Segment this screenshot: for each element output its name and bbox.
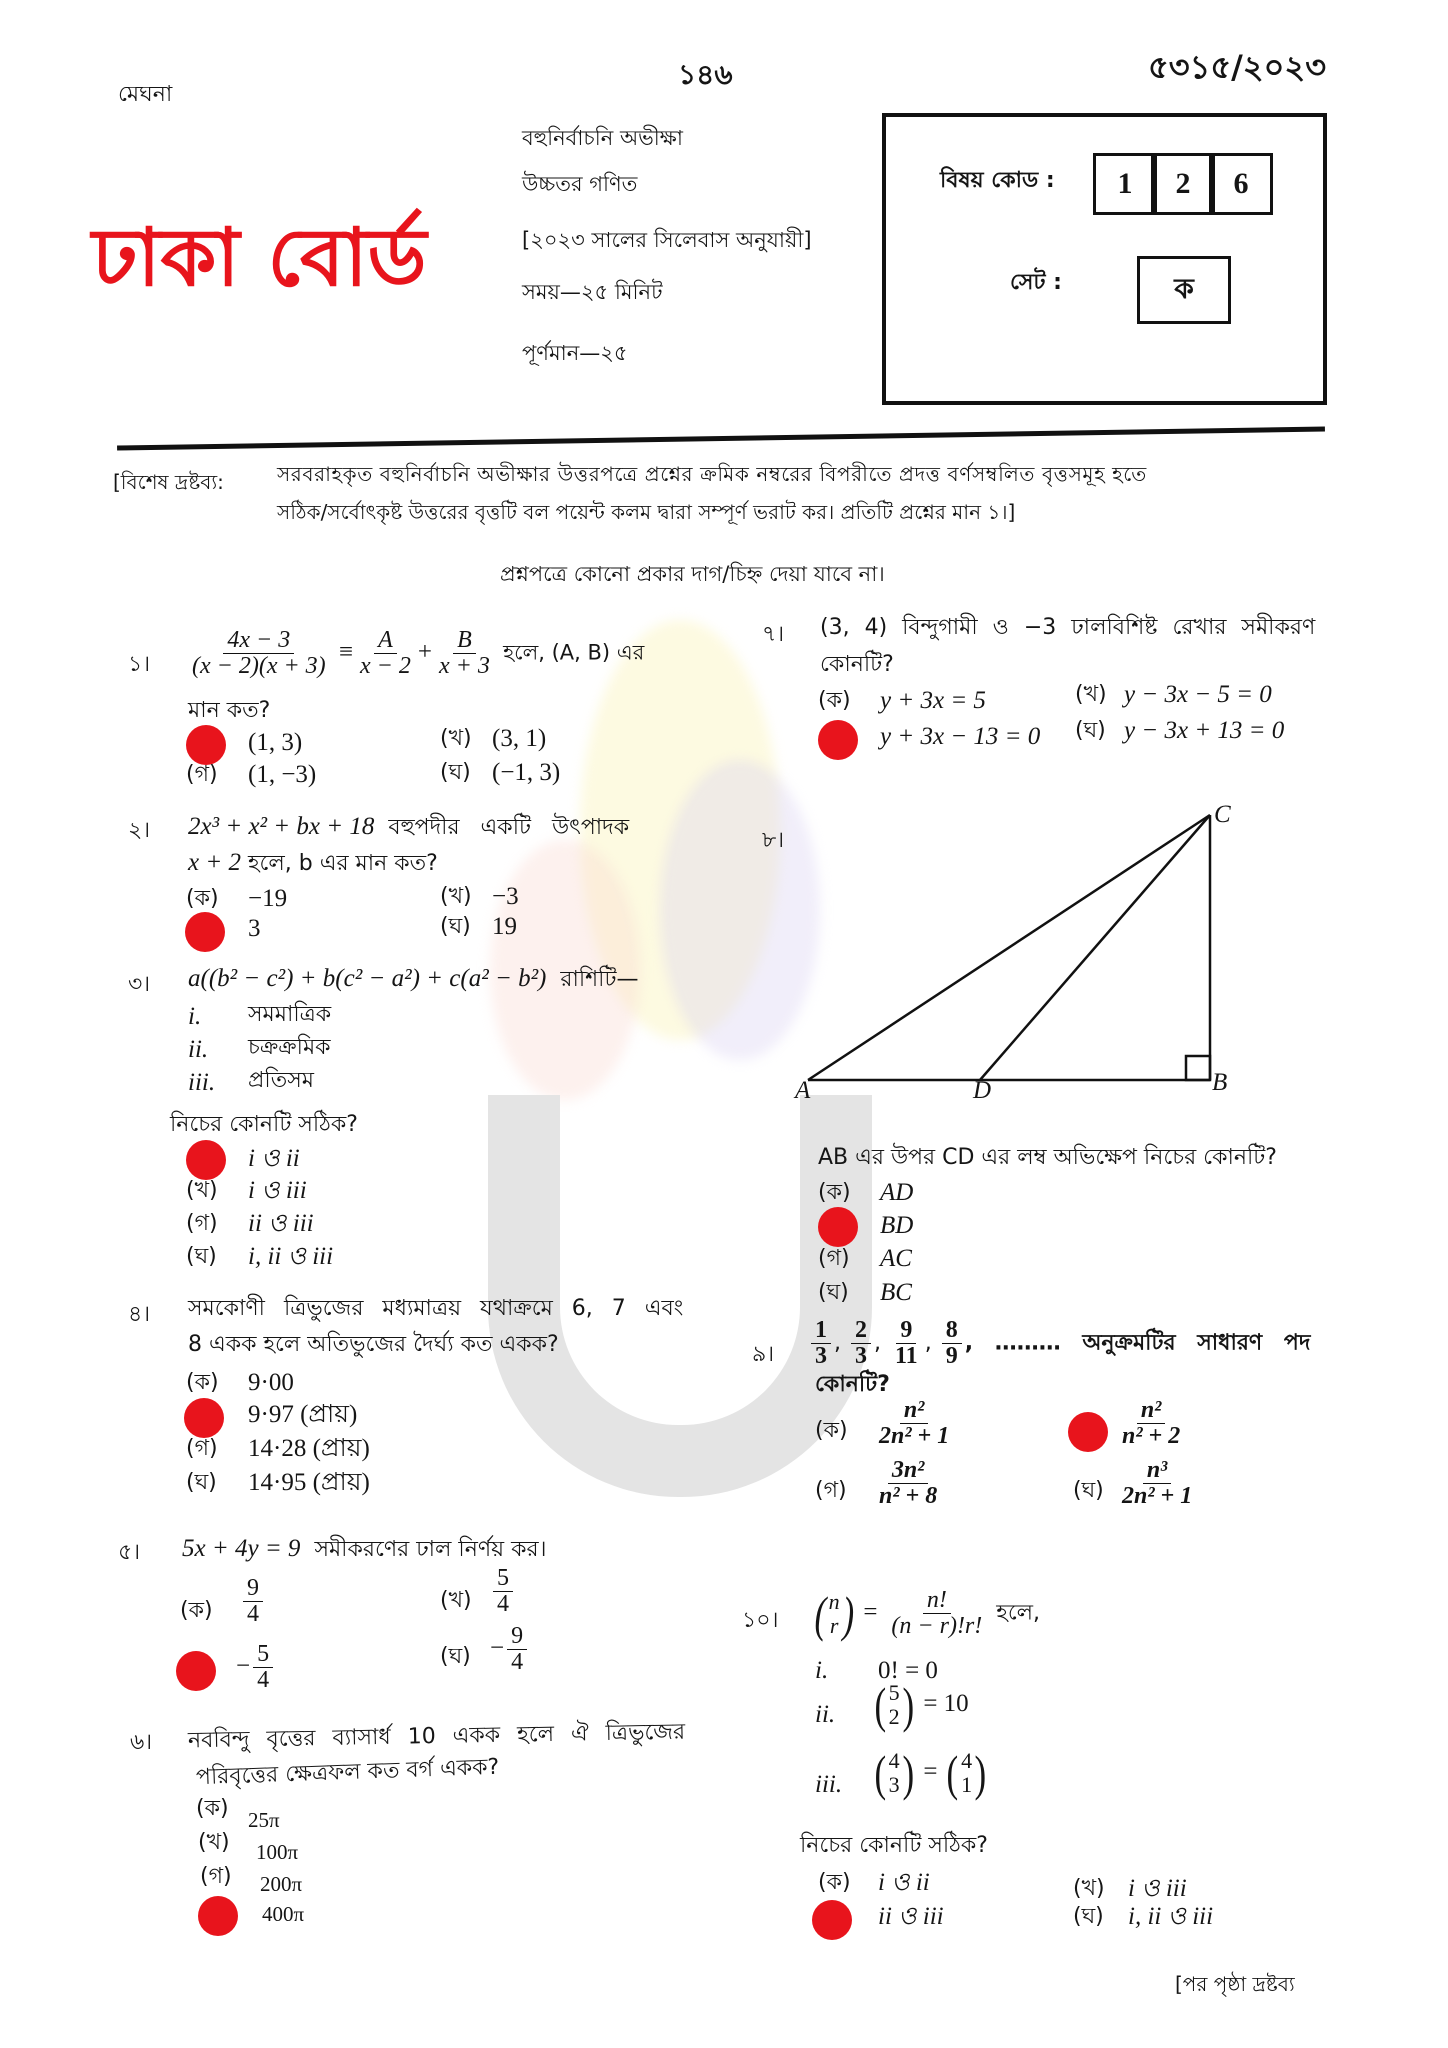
question-9-stem: $\frac{1}{3}$ , $\frac{2}{3}$ , $\frac{9}{11}$ , $\frac{8}{9}$ , ……… অনুক্রমটির সাধারণ পদ [808, 1318, 1310, 1369]
option-text: (−1, 3) [492, 759, 561, 786]
question-5-stem: 5x + 4y = 9 সমীকরণের ঢাল নির্ণয় কর। [182, 1535, 547, 1562]
option-text: y + 3x = 5 [880, 687, 986, 714]
statement-text: 0! = 0 [878, 1657, 938, 1684]
option-text: 14·28 (প্রায়) [248, 1435, 370, 1462]
option-text: i ও ii [248, 1145, 300, 1172]
statement-number: ii. [815, 1701, 836, 1728]
option-text: 9·00 [248, 1369, 294, 1396]
set-label: সেট : [1010, 270, 1062, 295]
option-text: ii ও iii [248, 1210, 314, 1237]
question-number: ৭। [762, 622, 785, 647]
answer-mark [186, 725, 226, 765]
question-number: ৪। [128, 1302, 151, 1327]
option-label: (ক) [186, 1370, 219, 1395]
full-marks: পূর্ণমান—২৫ [522, 341, 628, 365]
option-label: (ক) [186, 886, 219, 911]
option-label: (ক) [818, 688, 851, 713]
question-6-line1: নববিন্দু বৃত্তের ব্যাসার্ধ 10 একক হলে ঐ ত্রিভুজের [187, 1719, 686, 1754]
option-text: AC [880, 1245, 912, 1272]
option-text: (3, 1) [492, 725, 547, 752]
header-left-name: মেঘনা [118, 82, 173, 107]
question-number: ২। [128, 818, 151, 843]
option-text: (1, 3) [248, 729, 303, 756]
answer-mark [1068, 1412, 1108, 1452]
answer-mark [198, 1896, 238, 1936]
vertex-label: A [795, 1077, 811, 1104]
note-line-2: সঠিক/সর্বোৎকৃষ্ট উত্তরের বৃত্তটি বল পয়েন্ট কলম দ্বারা সম্পূর্ণ ভরাট কর। প্রতিটি প্রশ্নের মান ১।] [277, 500, 1016, 524]
question-prompt: নিচের কোনটি সঠিক? [800, 1833, 988, 1858]
option-text: 19 [492, 913, 517, 940]
subject-code-label: বিষয় কোড : [940, 168, 1055, 193]
statement-text: চক্রক্রমিক [248, 1035, 331, 1060]
question-number: ৯। [752, 1342, 775, 1367]
page-number: ১৪৬ [678, 58, 733, 91]
warning-text: প্রশ্নপত্রে কোনো প্রকার দাগ/চিহ্ন দেয়া যাবে না। [500, 562, 885, 586]
option-label: (খ) [1075, 682, 1107, 707]
statement-number: i. [815, 1657, 829, 1684]
option-fraction: − $\frac{9}{4}$ [490, 1624, 530, 1675]
note-label: [বিশেষ দ্রষ্টব্য: [113, 470, 224, 494]
fraction: $\frac{A}{x - 2}$ [360, 627, 411, 680]
option-label: (ক) [196, 1796, 229, 1821]
option-label: (ক) [818, 1870, 851, 1895]
statement-text: ( 5 2 ) = 10 [874, 1677, 969, 1733]
option-text: i, ii ও iii [1128, 1903, 1214, 1930]
right-angle-marker [1186, 1056, 1210, 1080]
question-number: ১। [128, 652, 151, 677]
option-text: y − 3x − 5 = 0 [1124, 681, 1272, 708]
statement-text: সমমাত্রিক [248, 1002, 332, 1027]
option-text: 400π [262, 1902, 305, 1926]
option-text: 25π [248, 1808, 280, 1832]
exam-time: সময়—২৫ মিনিট [522, 280, 663, 304]
question-1-stem: $\frac{4x - 3}{(x - 2)(x + 3)}$ ≡ $\frac{A}{x - 2}$ + $\frac{B}{x + 3}$ হলে, (A, B) এর [185, 628, 644, 679]
answer-mark [186, 1140, 226, 1180]
answer-mark [818, 720, 858, 760]
subject-code-digit: 1 [1093, 153, 1157, 215]
option-label: (ঘ) [818, 1280, 849, 1305]
option-label: (গ) [815, 1478, 847, 1503]
subject-name: উচ্চতর গণিত [522, 172, 638, 196]
question-prompt: নিচের কোনটি সঠিক? [170, 1112, 358, 1137]
question-number: ৬। [130, 1730, 153, 1755]
option-text: 200π [260, 1872, 303, 1896]
option-label: (ঘ) [440, 1644, 471, 1669]
question-2-line1: 2x³ + x² + bx + 18 বহুপদীর একটি উৎপাদক [188, 813, 630, 840]
question-4-line1: সমকোণী ত্রিভুজের মধ্যমাত্রয় যথাক্রমে 6, 7 এবং [188, 1296, 684, 1321]
option-fraction: $\frac{\text{n³}}{\text{2n² + 1}}$ [1122, 1457, 1193, 1510]
option-text: (1, −3) [248, 761, 317, 788]
board-title: ঢাকা বোর্ড [92, 211, 427, 304]
statement-text: ( 4 3 ) = ( 4 1 ) [874, 1745, 987, 1801]
option-text: BD [880, 1212, 914, 1239]
option-label: (ক) [818, 1180, 851, 1205]
option-label: (ঘ) [440, 760, 471, 785]
answer-mark [185, 912, 225, 952]
option-text: y + 3x − 13 = 0 [880, 723, 1041, 750]
statement-text: প্রতিসম [248, 1068, 314, 1093]
triangle-diagram [790, 800, 1240, 1100]
option-fraction: $\frac{\text{3n²}}{\text{n² + 8}}$ [879, 1457, 938, 1510]
option-label: (খ) [1073, 1876, 1105, 1901]
fraction: $\frac{B}{x + 3}$ [439, 627, 490, 680]
exam-code: ৫৩১৫/২০২৩ [1148, 48, 1327, 86]
option-label: (ক) [180, 1598, 213, 1623]
segment-cd [980, 815, 1210, 1080]
subject-code-digit: 6 [1209, 153, 1273, 215]
option-label: (ক) [815, 1418, 848, 1443]
vertex-label: B [1212, 1069, 1228, 1096]
option-label: (গ) [186, 762, 218, 787]
question-10-stem: ( n r ) = $\frac{n!}{(n - r)!r!}$ হলে, [812, 1588, 1040, 1639]
binomial: ( n r ) [814, 1585, 854, 1642]
option-text: BC [880, 1279, 912, 1306]
option-fraction: $\frac{\text{n²}}{\text{2n² + 1}}$ [879, 1397, 950, 1450]
vertex-label: C [1214, 801, 1231, 828]
option-label: (খ) [198, 1830, 230, 1855]
option-label: (ঘ) [440, 914, 471, 939]
option-text: −3 [492, 883, 519, 910]
syllabus-note: [২০২৩ সালের সিলেবাস অনুযায়ী] [522, 228, 812, 252]
option-fraction: $\frac{\text{n²}}{\text{n² + 2}}$ [1122, 1397, 1181, 1450]
question-7-line2: কোনটি? [820, 652, 894, 677]
option-text: 3 [248, 915, 261, 942]
option-text: i ও iii [1128, 1875, 1187, 1902]
option-label: (গ) [186, 1436, 218, 1461]
option-label: (খ) [440, 884, 472, 909]
vertex-label: D [973, 1077, 992, 1104]
option-label: (গ) [186, 1211, 218, 1236]
option-text: ii ও iii [878, 1903, 944, 1930]
option-label: (খ) [440, 1588, 472, 1613]
option-label: (ঘ) [1075, 718, 1106, 743]
option-text: 9·97 (প্রায়) [248, 1401, 358, 1428]
option-text: AD [880, 1179, 914, 1206]
option-text: i, ii ও iii [248, 1243, 334, 1270]
subject-code-digit: 2 [1151, 153, 1215, 215]
option-label: (গ) [200, 1864, 232, 1889]
question-7-line1: (3, 4) বিন্দুগামী ও −3 ঢালবিশিষ্ট রেখার সমীকরণ [820, 615, 1316, 640]
question-number: ১০। [742, 1608, 779, 1633]
exam-type: বহুনির্বাচনি অভীক্ষা [522, 126, 683, 150]
option-fraction: $\frac{9}{4}$ [240, 1576, 266, 1627]
question-9-line2: কোনটি? [815, 1372, 890, 1397]
statement-number: iii. [815, 1771, 843, 1798]
option-text: 14·95 (প্রায়) [248, 1469, 370, 1496]
question-8-text: AB এর উপর CD এর লম্ব অভিক্ষেপ নিচের কোনটি? [818, 1145, 1277, 1170]
answer-mark [818, 1207, 858, 1247]
statement-number: ii. [188, 1036, 209, 1063]
question-3-stem: a((b² − c²) + b(c² − a²) + c(a² − b²) রাশিটি— [188, 965, 639, 992]
option-label: (খ) [186, 1178, 218, 1203]
option-text: i ও iii [248, 1177, 307, 1204]
answer-mark [176, 1651, 216, 1691]
next-page-note: [পর পৃষ্ঠা দ্রষ্টব্য [1175, 1972, 1295, 1996]
side-ac [808, 815, 1210, 1080]
option-label: (ঘ) [186, 1244, 217, 1269]
option-text: 100π [256, 1840, 299, 1864]
question-number: ৫। [118, 1540, 141, 1565]
question-number: ৮। [762, 828, 785, 853]
note-line-1: সরবরাহকৃত বহুনির্বাচনি অভীক্ষার উত্তরপত্রে প্রশ্নের ক্রমিক নম্বরের বিপরীতে প্রদত্ত বর্ণসম্বলিত বৃত্তসমূহ হতে [277, 462, 1147, 486]
statement-number: i. [188, 1003, 202, 1030]
option-fraction: − $\frac{5}{4}$ [236, 1642, 276, 1693]
statement-number: iii. [188, 1069, 216, 1096]
question-4-line2: 8 একক হলে অতিভুজের দৈর্ঘ্য কত একক? [188, 1332, 559, 1357]
option-label: (গ) [818, 1246, 850, 1271]
answer-mark [812, 1900, 852, 1940]
option-text: −19 [248, 885, 288, 912]
option-label: (খ) [440, 726, 472, 751]
question-2-line2: x + 2 হলে, b এর মান কত? [188, 849, 438, 876]
answer-mark [184, 1398, 224, 1438]
question-1-line2: মান কত? [188, 698, 271, 723]
header-divider [117, 427, 1325, 451]
option-label: (ঘ) [1073, 1904, 1104, 1929]
fraction: $\frac{4x - 3}{(x - 2)(x + 3)}$ [192, 627, 326, 680]
option-fraction: $\frac{5}{4}$ [490, 1566, 516, 1617]
option-text: i ও ii [878, 1869, 930, 1896]
option-text: y − 3x + 13 = 0 [1124, 717, 1285, 744]
set-value: ক [1137, 256, 1231, 324]
question-6-line2: পরিবৃত্তের ক্ষেত্রফল কত বর্গ একক? [195, 1754, 500, 1791]
question-number: ৩। [128, 972, 151, 997]
option-label: (ঘ) [186, 1470, 217, 1495]
option-label: (ঘ) [1073, 1478, 1104, 1503]
